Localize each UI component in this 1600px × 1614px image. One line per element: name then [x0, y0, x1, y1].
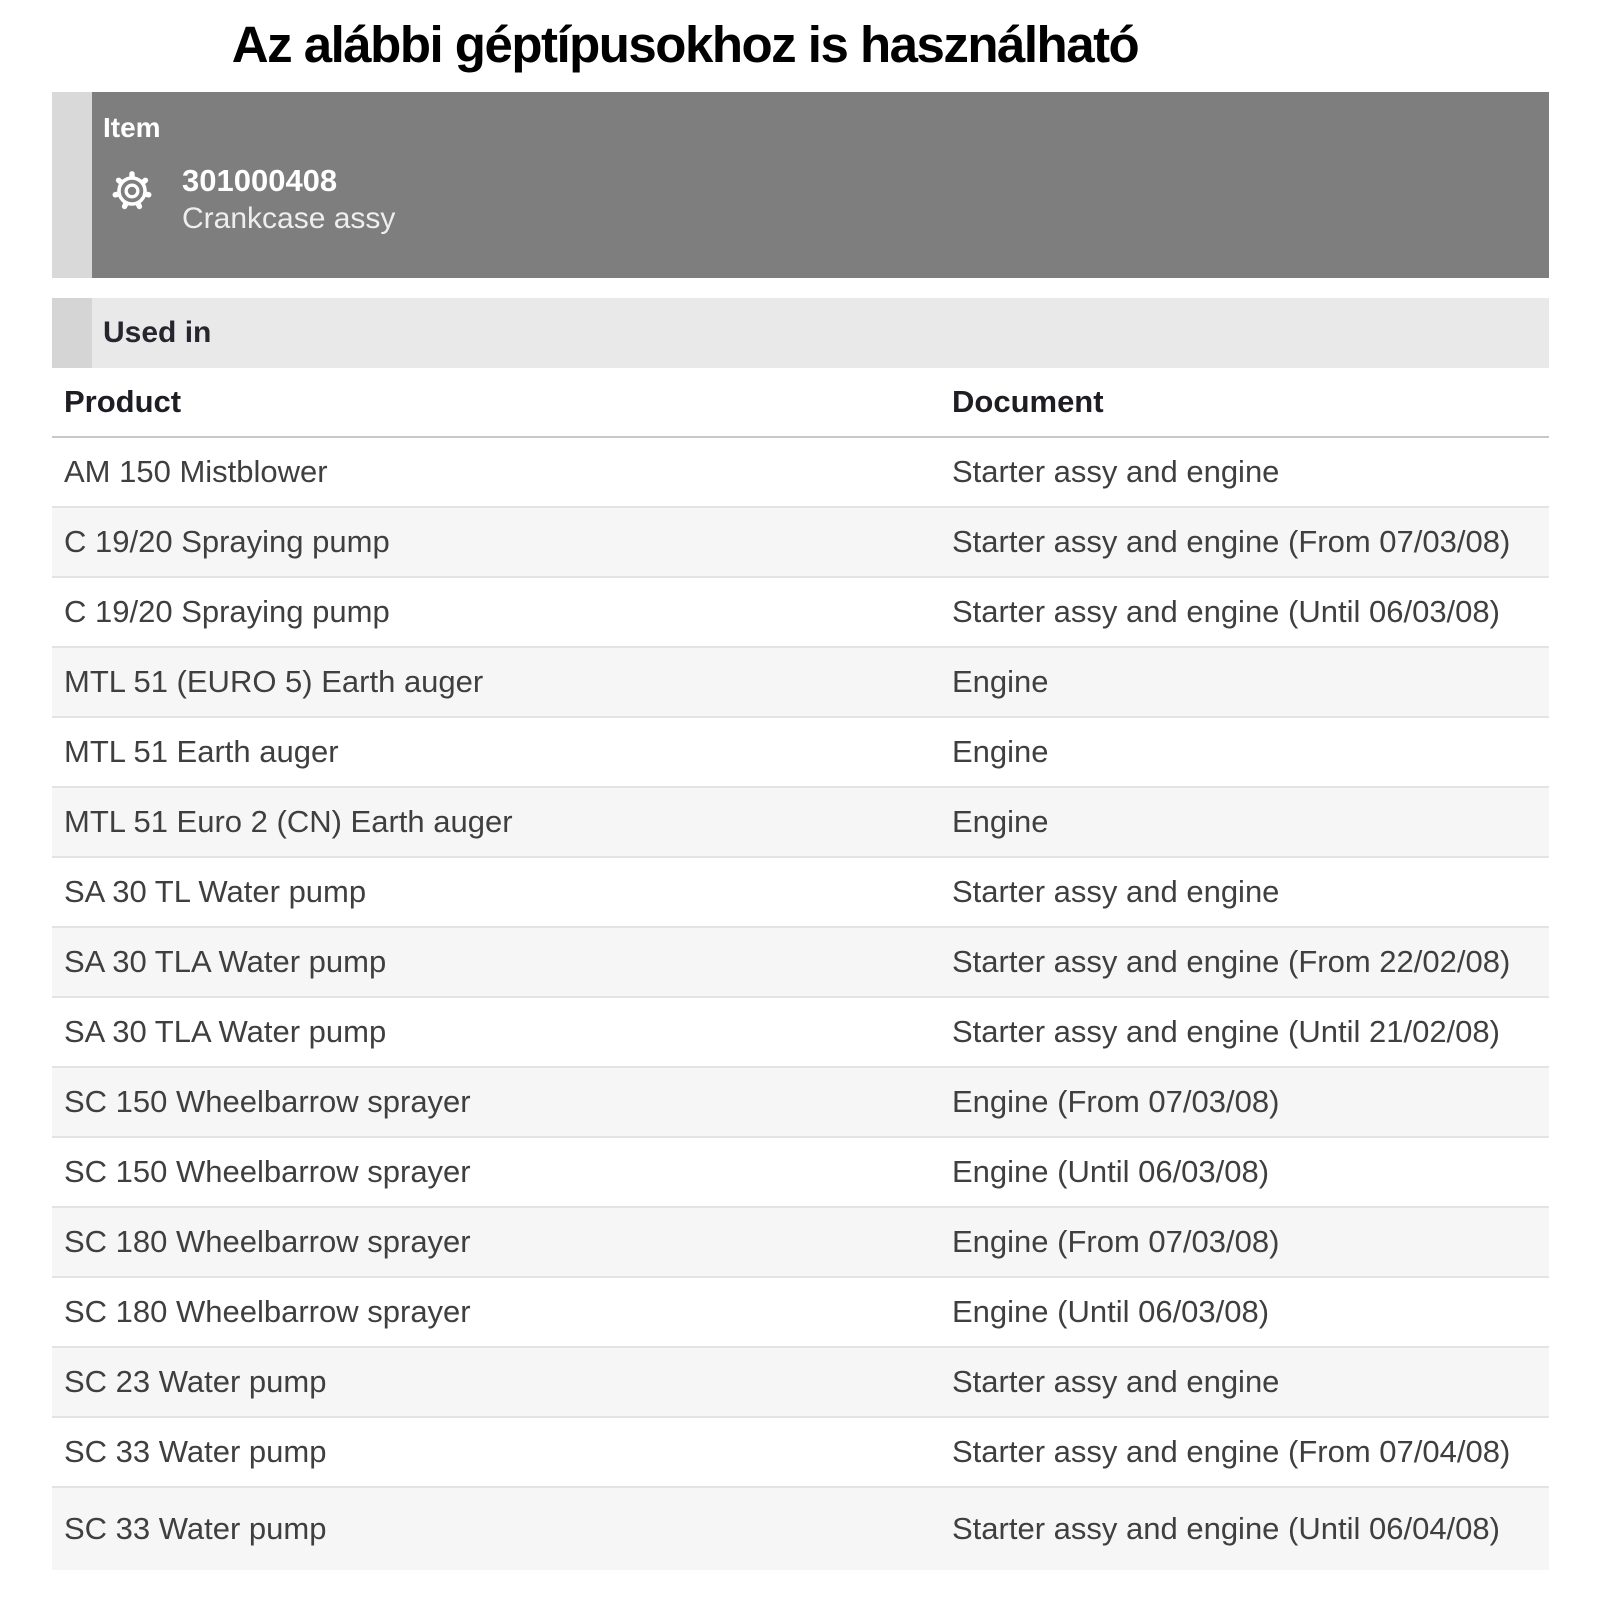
product-cell: SA 30 TL Water pump	[64, 874, 367, 910]
document-cell: Engine	[952, 664, 1049, 700]
document-cell: Starter assy and engine (From 07/04/08)	[952, 1434, 1511, 1470]
item-panel	[52, 92, 1549, 278]
table-row	[52, 1418, 1549, 1488]
product-cell: SC 33 Water pump	[64, 1434, 327, 1470]
product-cell: C 19/20 Spraying pump	[64, 594, 390, 630]
product-cell: C 19/20 Spraying pump	[64, 524, 390, 560]
product-cell: MTL 51 (EURO 5) Earth auger	[64, 664, 484, 700]
document-cell: Engine (Until 06/03/08)	[952, 1294, 1270, 1330]
product-cell: AM 150 Mistblower	[64, 454, 328, 490]
used-in-label: Used in	[103, 316, 212, 350]
table-row	[52, 788, 1549, 858]
document-cell: Starter assy and engine	[952, 1364, 1280, 1400]
product-cell: SC 150 Wheelbarrow sprayer	[64, 1084, 471, 1120]
page-title: Az alábbi géptípusokhoz is használható	[231, 16, 1139, 73]
document-cell: Starter assy and engine (Until 06/03/08)	[952, 594, 1500, 630]
product-cell: SA 30 TLA Water pump	[64, 944, 387, 980]
product-cell: SC 150 Wheelbarrow sprayer	[64, 1154, 471, 1190]
gear-icon	[107, 166, 157, 216]
document-cell: Starter assy and engine (From 07/03/08)	[952, 524, 1511, 560]
table-row	[52, 1068, 1549, 1138]
document-cell: Starter assy and engine (Until 06/04/08)	[952, 1511, 1500, 1547]
item-row	[103, 162, 1549, 238]
table-row	[52, 1208, 1549, 1278]
table-row	[52, 718, 1549, 788]
table-row	[52, 858, 1549, 928]
item-section-label: Item	[103, 112, 161, 144]
product-cell: SC 23 Water pump	[64, 1364, 327, 1400]
product-cell: MTL 51 Earth auger	[64, 734, 339, 770]
document-cell: Starter assy and engine	[952, 874, 1280, 910]
item-panel-body	[92, 92, 1549, 278]
document-cell: Engine (Until 06/03/08)	[952, 1154, 1270, 1190]
document-cell: Engine	[952, 734, 1049, 770]
table-row	[52, 928, 1549, 998]
table-row	[52, 648, 1549, 718]
table-row	[52, 998, 1549, 1068]
item-name: Crankcase assy	[182, 202, 396, 236]
document-cell: Starter assy and engine (From 22/02/08)	[952, 944, 1511, 980]
table-row	[52, 1488, 1549, 1570]
table-row	[52, 438, 1549, 508]
item-texts	[182, 162, 395, 238]
document-cell: Engine (From 07/03/08)	[952, 1224, 1280, 1260]
used-in-left-stripe	[52, 298, 92, 368]
column-header-document: Document	[952, 384, 1104, 420]
table-row	[52, 1138, 1549, 1208]
used-in-table	[52, 368, 1549, 1570]
column-header-product: Product	[64, 384, 182, 420]
table-body	[52, 438, 1549, 1570]
item-code: 301000408	[182, 163, 338, 199]
used-in-section-header	[52, 298, 1549, 368]
table-row	[52, 1278, 1549, 1348]
table-row	[52, 578, 1549, 648]
product-cell: SC 180 Wheelbarrow sprayer	[64, 1294, 471, 1330]
product-cell: MTL 51 Euro 2 (CN) Earth auger	[64, 804, 513, 840]
document-cell: Engine	[952, 804, 1049, 840]
item-panel-left-stripe	[52, 92, 92, 278]
table-row	[52, 1348, 1549, 1418]
table-row	[52, 508, 1549, 578]
product-cell: SC 33 Water pump	[64, 1511, 327, 1547]
document-cell: Starter assy and engine	[952, 454, 1280, 490]
table-header-row	[52, 368, 1549, 438]
document-cell: Engine (From 07/03/08)	[952, 1084, 1280, 1120]
product-cell: SC 180 Wheelbarrow sprayer	[64, 1224, 471, 1260]
product-cell: SA 30 TLA Water pump	[64, 1014, 387, 1050]
document-cell: Starter assy and engine (Until 21/02/08)	[952, 1014, 1500, 1050]
